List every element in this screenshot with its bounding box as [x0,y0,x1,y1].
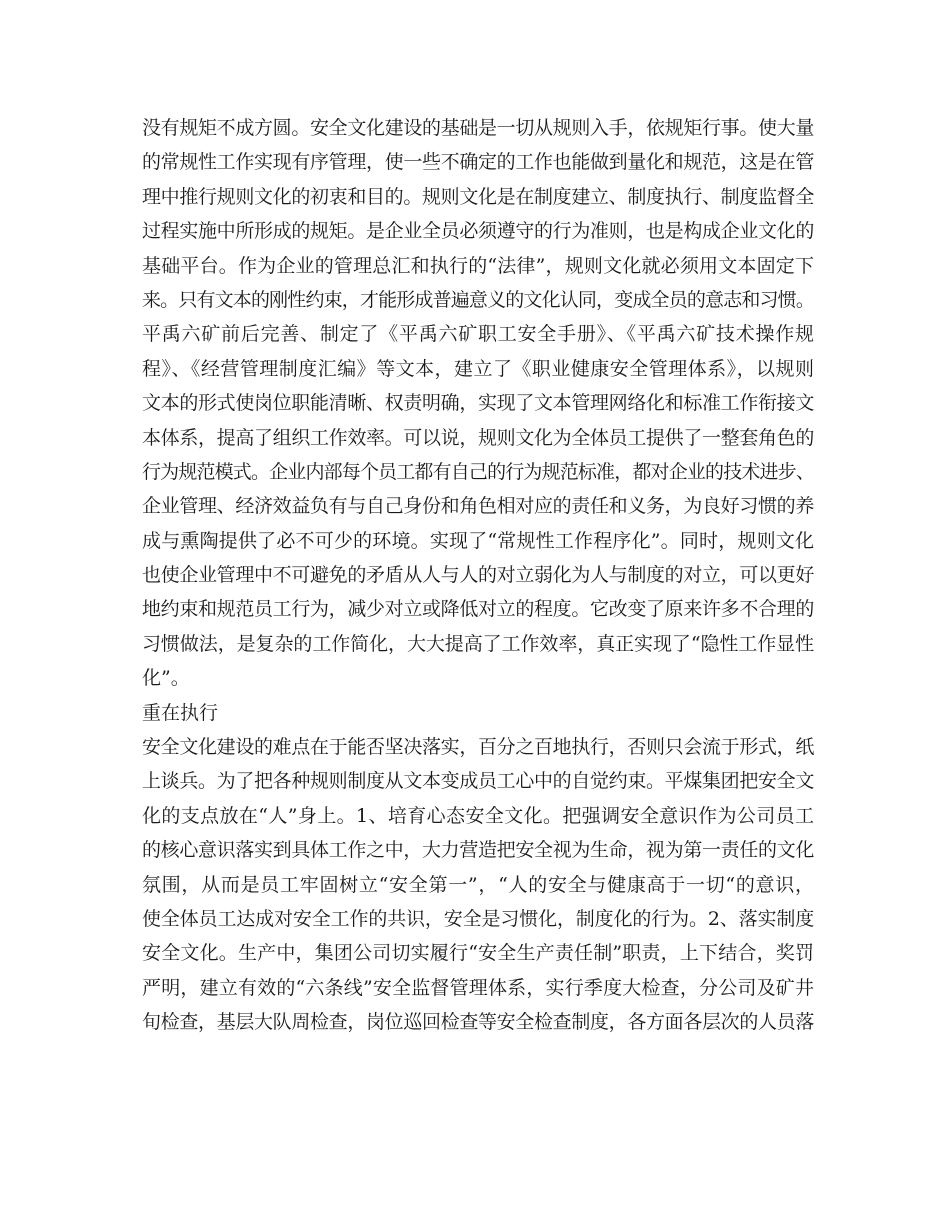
text-line: 地约束和规范员工行为，减少对立或降低对立的程度。它改变了原来许多不合理的 [142,598,815,621]
text-line: 平禹六矿前后完善、制定了《平禹六矿职工安全手册》、《平禹六矿技术操作规 [142,323,814,346]
section-heading: 重在执行 [142,701,219,724]
text-line: 文本的形式使岗位职能清晰、权责明确，实现了文本管理网络化和标准工作衔接文 [142,392,815,415]
text-line: 企业管理、经济效益负有与自己身份和角色相对应的责任和义务，为良好习惯的养 [142,495,815,518]
text-line: 成与熏陶提供了必不可少的环境。实现了“常规性工作程序化”。同时，规则文化 [142,529,814,552]
text-line: 过程实施中所形成的规矩。是企业全员必须遵守的行为准则，也是构成企业文化的 [142,220,815,243]
text-line: 习惯做法，是复杂的工作简化，大大提高了工作效率，真正实现了“隐性工作显性 [142,632,814,655]
text-line: 理中推行规则文化的初衷和目的。规则文化是在制度建立、制度执行、制度监督全 [142,185,815,208]
text-line: 化”。 [142,667,190,690]
text-line: 本体系，提高了组织工作效率。可以说，规则文化为全体员工提供了一整套角色的 [142,426,815,449]
text-line: 的核心意识落实到具体工作之中，大力营造把安全视为生命，视为第一责任的文化 [142,839,815,862]
text-line: 上谈兵。为了把各种规则制度从文本变成员工心中的自觉约束。平煤集团把安全文 [142,770,815,793]
text-line: 基础平台。作为企业的管理总汇和执行的“法律”，规则文化就必须用文本固定下 [142,254,814,277]
text-line: 程》、《经营管理制度汇编》等文本，建立了《职业健康安全管理体系》，以规则 [142,357,814,380]
text-line: 旬检查，基层大队周检查，岗位巡回检查等安全检查制度，各方面各层次的人员落 [142,1011,815,1034]
text-line: 行为规范模式。企业内部每个员工都有自己的行为规范标准，都对企业的技术进步、 [142,460,815,483]
text-line: 的常规性工作实现有序管理，使一些不确定的工作也能做到量化和规范，这是在管 [142,151,815,174]
text-line: 使全体员工达成对安全工作的共识，安全是习惯化，制度化的行为。2、落实制度 [142,907,815,930]
text-line: 安全文化。生产中，集团公司切实履行“安全生产责任制”职责，上下结合，奖罚 [142,942,814,965]
text-line: 也使企业管理中不可避免的矛盾从人与人的对立弱化为人与制度的对立，可以更好 [142,564,815,587]
document-body [142,111,814,1040]
text-line: 严明，建立有效的“六条线”安全监督管理体系，实行季度大检查，分公司及矿井 [142,976,814,999]
text-line: 没有规矩不成方圆。安全文化建设的基础是一切从规则入手，依规矩行事。使大量 [142,117,815,139]
text-line: 安全文化建设的难点在于能否坚决落实，百分之百地执行，否则只会流于形式，纸 [142,736,815,759]
text-line: 化的支点放在“人”身上。1、培育心态安全文化。把强调安全意识作为公司员工 [142,804,814,827]
document-page [142,111,814,1040]
text-line: 来。只有文本的刚性约束，才能形成普遍意义的文化认同，变成全员的意志和习惯。 [142,288,815,311]
text-line: 氛围，从而是员工牢固树立“安全第一”，“人的安全与健康高于一切“的意识， [142,873,814,896]
